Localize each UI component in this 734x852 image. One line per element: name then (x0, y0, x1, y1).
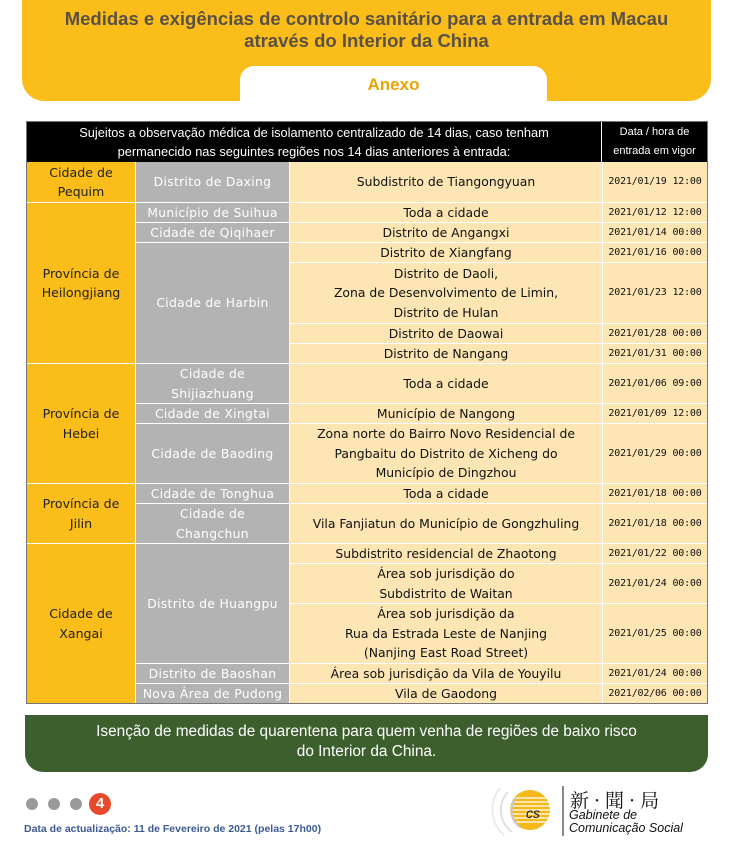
subregion-cell (135, 424, 289, 484)
area-text: Distrito de Xiangfang (380, 244, 512, 260)
date-text: 2021/01/16 00:00 (608, 246, 702, 258)
area-text: Zona norte do Bairro Novo Residencial de (317, 426, 575, 442)
region-label: Pequim (57, 184, 105, 199)
region-label: Província de (42, 265, 120, 281)
current-page-indicator[interactable]: 4 (89, 793, 111, 815)
date-text: 2021/01/31 00:00 (608, 347, 702, 359)
area-text: Distrito de Angangxi (382, 224, 510, 240)
area-cell (289, 404, 602, 424)
area-cell (289, 504, 602, 544)
region-label: Heilongjiang (41, 285, 121, 300)
subregion-label: Cidade de (179, 366, 246, 381)
subregion-cell (135, 404, 289, 424)
area-text: Toda a cidade (403, 375, 489, 391)
area-text: Município de Nangong (376, 405, 516, 421)
logo-line: Comunicação Social (569, 821, 683, 835)
region-label: Cidade de (49, 164, 113, 180)
title-line-1: Medidas e exigências de controlo sanitário para a entrada em Macau (64, 8, 669, 29)
date-cell (602, 684, 707, 703)
area-cell (289, 243, 602, 263)
subregion-cell (135, 364, 289, 404)
date-text: 2021/01/18 00:00 (608, 487, 702, 499)
region-cell (27, 484, 135, 544)
area-cell (289, 684, 602, 703)
region-label: Cidade de (49, 606, 113, 621)
region-cell (27, 162, 135, 203)
area-cell (289, 424, 602, 484)
region-label: Província de (42, 406, 120, 421)
area-text: Distrito de Daowai (388, 325, 504, 341)
date-cell (602, 364, 707, 404)
area-text: Subdistrito residencial de Zhaotong (335, 545, 557, 561)
area-text: Vila de Gaodong (395, 685, 497, 701)
date-cell (602, 243, 707, 263)
area-text: Vila Fanjiatun do Município de Gongzhuling (312, 515, 580, 531)
date-text: 2021/01/23 12:00 (608, 287, 702, 299)
page-title (22, 8, 711, 52)
date-cell (602, 564, 707, 604)
area-text: Zona de Desenvolvimento de Limin, (333, 285, 559, 301)
date-cell (602, 162, 707, 203)
date-cell (602, 424, 707, 484)
date-text: 2021/01/25 00:00 (608, 627, 702, 639)
date-cell (602, 504, 707, 544)
date-text: 2021/01/18 00:00 (608, 517, 702, 529)
table-header-line: Data / hora de (619, 126, 690, 138)
svg-text:cs: cs (526, 805, 540, 821)
table-header-line: Sujeitos a observação médica de isolamento centralizado de 14 dias, caso tenham (79, 125, 549, 140)
subregion-cell (135, 243, 289, 364)
area-cell (289, 324, 602, 344)
header-banner (22, 0, 711, 101)
area-cell (289, 162, 602, 203)
region-label: Província de (42, 496, 120, 511)
subregion-label: Shijiazhuang (171, 385, 254, 401)
area-cell (289, 544, 602, 564)
area-text: Distrito de Daoli, (393, 265, 499, 281)
subregion-cell (135, 223, 289, 243)
area-cell (289, 604, 602, 664)
subregion-cell (135, 484, 289, 504)
subregion-label: Cidade de Harbin (156, 295, 269, 311)
page-dot[interactable] (48, 798, 60, 810)
date-text: 2021/01/12 12:00 (608, 206, 702, 218)
region-label: Xangai (59, 625, 103, 641)
date-cell (602, 223, 707, 243)
area-text: Toda a cidade (403, 204, 489, 220)
area-text: Subdistrito de Tiangongyuan (356, 174, 536, 190)
date-text: 2021/01/24 00:00 (608, 577, 702, 589)
date-cell (602, 604, 707, 664)
regions-table (26, 121, 708, 704)
annex-label: Anexo (367, 75, 420, 94)
date-cell (602, 664, 707, 684)
area-text: (Nanjing East Road Street) (363, 645, 529, 661)
date-text: 2021/01/28 00:00 (608, 327, 702, 339)
date-text: 2021/01/29 00:00 (608, 447, 702, 459)
subregion-cell (135, 504, 289, 544)
region-cell (27, 544, 135, 703)
date-cell (602, 404, 707, 424)
area-cell (289, 564, 602, 604)
exemption-banner (25, 715, 708, 772)
subregion-label: Nova Área de Pudong (142, 685, 283, 701)
date-text: 2021/01/14 00:00 (608, 226, 702, 238)
date-text: 2021/01/24 00:00 (608, 667, 702, 679)
area-text: Município de Dingzhou (375, 465, 517, 481)
date-cell (602, 484, 707, 504)
area-cell (289, 344, 602, 364)
area-cell (289, 263, 602, 324)
region-cell (27, 203, 135, 364)
date-text: 2021/01/19 12:00 (608, 176, 702, 188)
region-label: Jilin (69, 515, 93, 531)
subregion-label: Distrito de Huangpu (147, 595, 278, 611)
logo-line: Gabinete de (569, 808, 638, 822)
subregion-label: Distrito de Baoshan (148, 665, 277, 681)
area-text: Subdistrito de Waitan (379, 585, 513, 601)
subregion-label: Distrito de Daxing (153, 174, 272, 190)
area-text: Toda a cidade (403, 485, 489, 501)
area-text: Área sob jurisdição da (377, 606, 515, 622)
logo-text (569, 809, 683, 835)
area-cell (289, 484, 602, 504)
exemption-text: do Interior da China. (296, 743, 437, 760)
subregion-cell (135, 203, 289, 223)
date-cell (602, 344, 707, 364)
area-text: Área sob jurisdição do (377, 566, 515, 581)
area-text: Distrito de Hulan (393, 304, 499, 320)
area-text: Área sob jurisdição da Vila de Youyilu (330, 665, 562, 681)
area-cell (289, 364, 602, 404)
exemption-text: Isenção de medidas de quarentena para quem venha de regiões de baixo risco (96, 723, 637, 740)
subregion-cell (135, 684, 289, 703)
annex-tab (240, 66, 547, 102)
date-text: 2021/01/22 00:00 (608, 547, 702, 559)
date-cell (602, 544, 707, 564)
area-text: Pangbaitu do Distrito de Xicheng do (334, 445, 558, 461)
date-text: 2021/02/06 00:00 (608, 687, 702, 699)
region-label: Hebei (62, 425, 100, 441)
area-cell (289, 203, 602, 223)
page-dot[interactable] (26, 798, 38, 810)
subregion-label: Cidade de Qiqihaer (150, 224, 275, 240)
subregion-cell (135, 664, 289, 684)
update-date: Data de actualização: 11 de Fevereiro de 2021 (pelas 17h00) (24, 823, 322, 835)
table-header-line: permanecido nas seguintes regiões nos 14 dias anteriores à entrada: (117, 144, 511, 159)
subregion-label: Cidade de Xingtai (154, 405, 271, 421)
subregion-label: Cidade de (179, 506, 246, 521)
subregion-label: Cidade de Tonghua (150, 485, 275, 501)
date-text: 2021/01/06 09:00 (608, 377, 702, 389)
table-header-regions (27, 122, 602, 162)
page-dot[interactable] (70, 798, 82, 810)
date-cell (602, 203, 707, 223)
date-cell (602, 324, 707, 344)
table-header-date (602, 122, 707, 162)
date-cell (602, 263, 707, 324)
logo-chinese-text: 新·聞·局 (570, 790, 665, 812)
area-text: Distrito de Nangang (383, 345, 509, 361)
subregion-label: Cidade de Baoding (151, 445, 274, 461)
table-header-line: entrada em vigor (613, 145, 696, 157)
area-cell (289, 223, 602, 243)
title-line-2: através do Interior da China (244, 30, 489, 51)
date-text: 2021/01/09 12:00 (608, 407, 702, 419)
subregion-cell (135, 162, 289, 203)
subregion-cell (135, 544, 289, 664)
region-cell (27, 364, 135, 484)
area-text: Rua da Estrada Leste de Nanjing (345, 625, 547, 641)
subregion-label: Changchun (176, 525, 249, 541)
subregion-label: Município de Suihua (147, 204, 278, 220)
area-cell (289, 664, 602, 684)
